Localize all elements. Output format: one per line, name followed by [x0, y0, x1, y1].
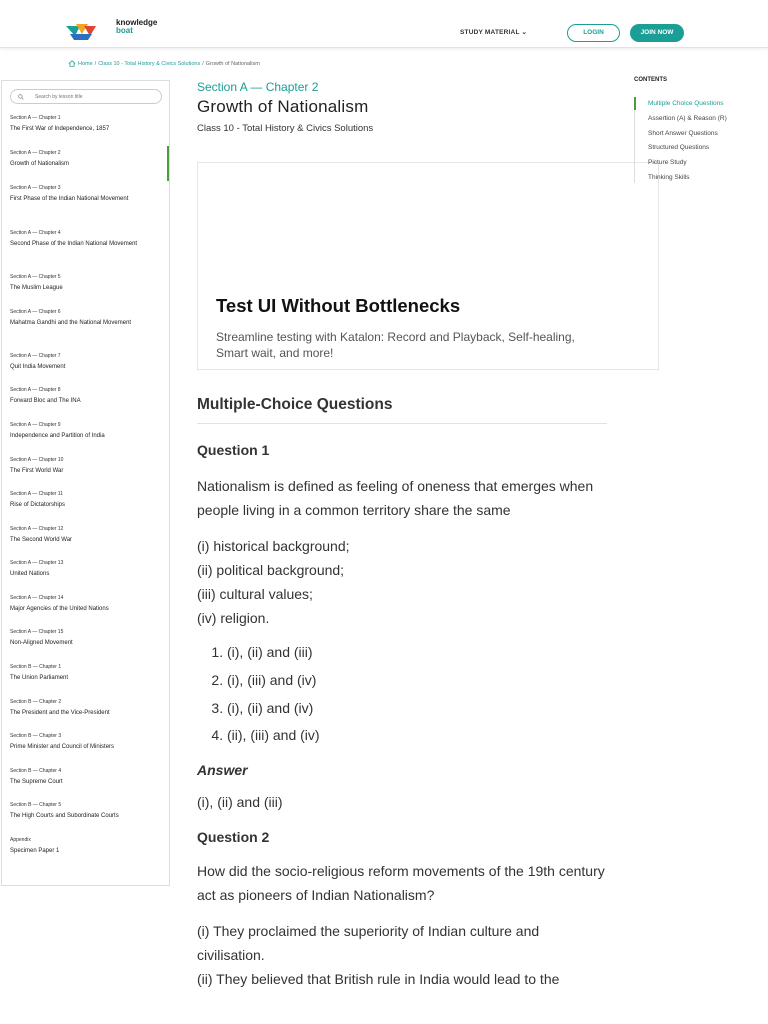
sidebar-item-section: Section A — Chapter 2 — [10, 150, 61, 156]
sidebar-item-section: Section B — Chapter 2 — [10, 699, 62, 705]
option-item: 1. (i), (ii) and (iii) — [227, 639, 607, 667]
sidebar-item-section: Section B — Chapter 3 — [10, 733, 62, 739]
sidebar-item-chapter[interactable] — [2, 457, 169, 476]
option-item: 3. (i), (ii) and (iv) — [227, 695, 607, 723]
question-title: Question 1 — [197, 442, 270, 458]
sidebar-item-section: Section A — Chapter 1 — [10, 115, 61, 121]
sidebar-item-section: Section A — Chapter 5 — [10, 274, 61, 280]
sidebar-item-chapter[interactable] — [2, 837, 169, 856]
sidebar-item-label: Prime Minister and Council of Ministers — [10, 744, 115, 750]
lesson-search[interactable] — [10, 89, 162, 104]
sidebar-item-label: The Muslim League — [10, 285, 63, 291]
sidebar-item-section: Section A — Chapter 15 — [10, 629, 64, 635]
question-statements — [197, 534, 607, 630]
option-item: 2. (i), (iii) and (iv) — [227, 667, 607, 695]
option-item: 4. (ii), (iii) and (iv) — [227, 722, 607, 750]
chapter-sidebar — [1, 80, 170, 886]
sidebar-item-section: Section A — Chapter 13 — [10, 560, 64, 566]
search-input[interactable] — [27, 94, 157, 100]
sidebar-item-label: The President and the Vice-President — [10, 710, 110, 716]
sidebar-item-chapter[interactable] — [2, 526, 169, 545]
question-title: Question 2 — [197, 829, 270, 846]
sidebar-item-label: The High Courts and Subordinate Courts — [10, 813, 119, 819]
question-text: How did the socio-religious reform movements of the 19th century act as pioneers of Indian Nationalism? — [197, 863, 605, 904]
sidebar-item-section: Appendix — [10, 837, 31, 843]
toc-item-thinking-skills[interactable]: Thinking Skills — [648, 173, 690, 181]
sidebar-item-chapter[interactable] — [2, 491, 169, 510]
breadcrumb-class[interactable]: Class 10 - Total History & Civics Solutions — [98, 60, 201, 67]
statement: (i) They proclaimed the superiority of Indian culture and civilisation. — [197, 923, 540, 964]
sidebar-item-section: Section A — Chapter 3 — [10, 185, 61, 191]
chevron-down-icon: ⌄ — [521, 29, 528, 36]
logo-word-knowledge: knowledge — [116, 18, 158, 27]
study-material-label: STUDY MATERIAL — [460, 29, 520, 36]
statement: (iv) religion. — [197, 610, 270, 626]
sidebar-item-chapter[interactable] — [2, 422, 169, 441]
sidebar-item-chapter[interactable] — [2, 560, 169, 579]
sidebar-item-label: Growth of Nationalism — [10, 161, 70, 167]
sidebar-item-section: Section B — Chapter 1 — [10, 664, 62, 670]
advertisement[interactable] — [197, 162, 659, 370]
sidebar-item-chapter[interactable] — [2, 115, 169, 134]
toc-item-picture-study[interactable]: Picture Study — [648, 159, 687, 167]
ad-body: Streamline testing with Katalon: Record and Playback, Self-healing, Smart wait, and more! — [216, 330, 575, 360]
breadcrumb-home[interactable]: Home — [78, 60, 93, 67]
sidebar-item-section: Section A — Chapter 6 — [10, 309, 61, 315]
sidebar-item-section: Section A — Chapter 7 — [10, 353, 61, 359]
sidebar-item-chapter[interactable] — [2, 802, 169, 821]
sidebar-item-chapter[interactable] — [2, 733, 169, 752]
statement: (ii) political background; — [197, 562, 345, 578]
sidebar-item-chapter[interactable] — [2, 699, 169, 718]
study-material-menu[interactable] — [460, 28, 527, 36]
sidebar-item-chapter[interactable] — [2, 387, 169, 406]
toc-item-mcq[interactable]: Multiple Choice Questions — [635, 97, 764, 112]
page-subtitle: Class 10 - Total History & Civics Solutions — [197, 123, 374, 134]
logo-word-boat: boat — [116, 26, 133, 35]
sidebar-item-section: Section A — Chapter 10 — [10, 457, 64, 463]
login-button[interactable]: LOGIN — [567, 24, 620, 42]
statement: (i) historical background; — [197, 538, 350, 554]
sidebar-item-label: Independence and Partition of India — [10, 433, 105, 439]
sidebar-item-label: Quit India Movement — [10, 364, 66, 370]
sidebar-item-chapter[interactable] — [2, 230, 169, 249]
breadcrumb-separator: / — [202, 60, 204, 67]
top-navbar — [0, 0, 768, 48]
sidebar-item-label: Specimen Paper 1 — [10, 848, 60, 854]
sidebar-item-label: Rise of Dictatorships — [10, 502, 66, 508]
sidebar-item-label: The First War of Independence, 1857 — [10, 126, 110, 132]
logo[interactable] — [66, 18, 158, 42]
sidebar-item-chapter[interactable] — [2, 309, 169, 328]
breadcrumb-separator: / — [94, 60, 97, 67]
sidebar-item-label: Non-Aligned Movement — [10, 640, 73, 646]
sidebar-item-section: Section A — Chapter 12 — [10, 526, 64, 532]
logo-text — [116, 19, 157, 35]
sidebar-item-label: The First World War — [10, 468, 64, 474]
search-icon — [18, 94, 24, 100]
ad-headline: Test UI Without Bottlenecks — [216, 295, 461, 316]
sidebar-item-label: Mahatma Gandhi and the National Movement — [10, 320, 132, 326]
sidebar-item-chapter[interactable] — [2, 595, 169, 614]
sidebar-item-chapter[interactable] — [2, 629, 169, 648]
sidebar-item-label: First Phase of the Indian National Movement — [10, 196, 129, 202]
breadcrumb-current: Growth of Nationalism — [205, 60, 260, 67]
chapter-header — [197, 80, 373, 134]
join-now-button[interactable]: JOIN NOW — [630, 24, 684, 42]
answer-text: (i), (ii) and (iii) — [197, 794, 283, 811]
solutions-content — [197, 396, 607, 991]
sidebar-item-section: Section A — Chapter 14 — [10, 595, 64, 601]
mcq-heading: Multiple-Choice Questions — [197, 396, 607, 424]
statement: (iii) cultural values; — [197, 586, 313, 602]
sidebar-item-chapter[interactable] — [2, 274, 169, 293]
toc-item-assertion-reason[interactable]: Assertion (A) & Reason (R) — [648, 114, 727, 122]
sidebar-item-chapter[interactable] — [2, 353, 169, 372]
toc-item-structured[interactable]: Structured Questions — [648, 144, 710, 152]
question-statements — [197, 919, 607, 991]
toc-label: CONTENTS — [634, 77, 667, 83]
sidebar-item-label: Forward Bloc and The INA — [10, 398, 81, 404]
page-title: Growth of Nationalism — [197, 97, 369, 116]
sidebar-item-section: Section A — Chapter 9 — [10, 422, 61, 428]
sidebar-item-section: Section A — Chapter 4 — [10, 230, 61, 236]
sidebar-item-label: The Supreme Court — [10, 779, 63, 785]
toc-list — [634, 97, 764, 183]
sidebar-item-label: The Second World War — [10, 537, 73, 543]
sidebar-item-section: Section A — Chapter 11 — [10, 491, 63, 497]
sidebar-item-label: Major Agencies of the United Nations — [10, 606, 109, 612]
toc-item-short-answer[interactable]: Short Answer Questions — [648, 129, 718, 137]
logo-icon — [66, 22, 112, 42]
question-text: Nationalism is defined as feeling of oneness that emerges when people living in a common territory share the same — [197, 478, 594, 518]
sidebar-item-section: Section B — Chapter 4 — [10, 768, 62, 774]
breadcrumb — [68, 60, 260, 67]
sidebar-item-label: Second Phase of the Indian National Movement — [10, 241, 138, 247]
sidebar-item-chapter-active[interactable] — [2, 150, 169, 169]
sidebar-item-chapter[interactable] — [2, 664, 169, 683]
sidebar-item-chapter[interactable] — [2, 768, 169, 787]
sidebar-item-label: United Nations — [10, 571, 50, 577]
table-of-contents — [634, 77, 768, 181]
answer-heading: Answer — [197, 762, 248, 779]
sidebar-item-section: Section A — Chapter 8 — [10, 387, 61, 393]
answer-options — [197, 639, 607, 750]
section-label: Section A — Chapter 2 — [197, 80, 319, 94]
sidebar-item-section: Section B — Chapter 5 — [10, 802, 62, 808]
home-icon — [68, 60, 76, 67]
statement: (ii) They believed that British rule in India would lead to the — [197, 971, 560, 988]
sidebar-item-label: The Union Parliament — [10, 675, 69, 681]
sidebar-item-chapter[interactable] — [2, 185, 169, 204]
